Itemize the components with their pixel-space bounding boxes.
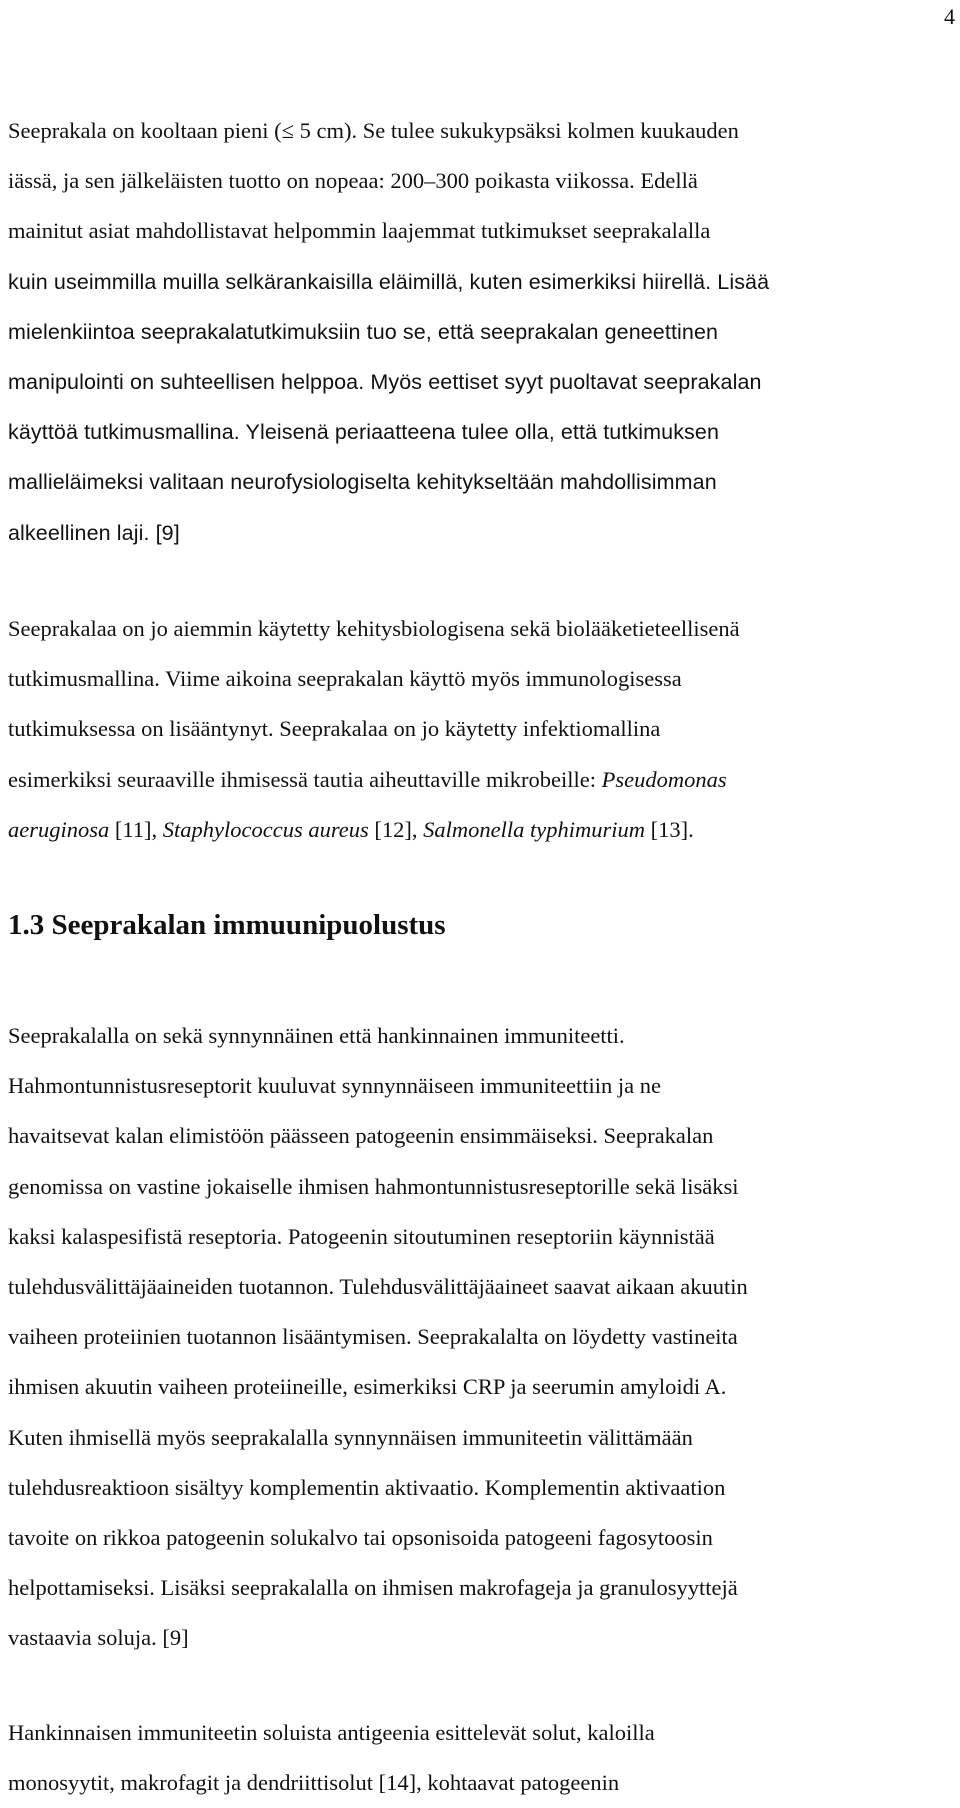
species-name: aeruginosa (8, 816, 110, 842)
paragraph-zebrafish-size (8, 106, 769, 558)
text-line (8, 805, 740, 855)
citation: [11], (109, 816, 163, 842)
text-line: ihmisen akuutin vaiheen proteiineille, esimerkiksi CRP ja seerumin amyloidi A. (8, 1374, 727, 1400)
citation: [12], (368, 816, 424, 842)
text-line: Seeprakalalla on sekä synnynnäinen että hankinnainen immuniteetti. (8, 1023, 625, 1048)
text-fragment: esimerkiksi seuraaville ihmisessä tautia aiheuttaville mikrobeille: (8, 766, 602, 792)
text-line: tutkimusmallina. Viime aikoina seeprakalan käyttö myös immunologisessa (8, 666, 682, 692)
section-heading: 1.3 Seeprakalan immuunipuolustus (8, 909, 446, 941)
paragraph-immunity (8, 1011, 748, 1663)
text-line: mielenkiintoa seeprakalatutkimuksiin tuo se, että seeprakalan geneettinen (8, 319, 719, 344)
text-line: vastaavia soluja. [9] (8, 1625, 189, 1651)
text-line: tulehdusvälittäjäaineiden tuotannon. Tulehdusvälittäjäaineet saavat aikaan akuutin (8, 1273, 748, 1299)
text-line: monosyytit, makrofagit ja dendriittisolut [14], kohtaavat patogeenin (8, 1770, 620, 1796)
text-line: helpottamiseksi. Lisäksi seeprakalalla on ihmisen makrofageja ja granulosyyttejä (8, 1575, 738, 1601)
text-line: Hahmontunnistusreseptorit kuuluvat synnynnäiseen immuniteettiin ja ne (8, 1073, 662, 1099)
paragraph-acquired-immunity (8, 1708, 655, 1808)
text-line: iässä, ja sen jälkeläisten tuotto on nopeaa: 200–300 poikasta viikossa. Edellä (8, 168, 698, 194)
text-line: Seeprakala on kooltaan pieni (≤ 5 cm). Se tulee sukukypsäksi kolmen kuukauden (8, 118, 739, 143)
text-line: tulehdusreaktioon sisältyy komplementin aktivaatio. Komplementin aktivaation (8, 1474, 726, 1500)
text-line: vaiheen proteiinien tuotannon lisääntymisen. Seeprakalalta on löydetty vastineita (8, 1324, 738, 1350)
text-line: käyttöä tutkimusmallina. Yleisenä periaatteena tulee olla, että tutkimuksen (8, 420, 720, 445)
text-line: Kuten ihmisellä myös seeprakalalla synnynnäisen immuniteetin välittämään (8, 1424, 693, 1450)
text-line: alkeellinen laji. [9] (8, 520, 180, 545)
species-name: Staphylococcus aureus (162, 816, 369, 842)
text-line: mainitut asiat mahdollistavat helpommin laajemmat tutkimukset seeprakalalla (8, 218, 711, 244)
text-line: tavoite on rikkoa patogeenin solukalvo tai opsonisoida patogeeni fagosytoosin (8, 1524, 713, 1550)
text-line: havaitsevat kalan elimistöön päässeen patogeenin ensimmäiseksi. Seeprakalan (8, 1123, 714, 1149)
text-line (8, 755, 740, 805)
species-name: Salmonella typhimurium (423, 816, 646, 842)
text-line: mallieläimeksi valitaan neurofysiologiselta kehitykseltään mahdollisimman (8, 470, 717, 495)
text-line: manipulointi on suhteellisen helppoa. Myös eettiset syyt puoltavat seeprakalan (8, 369, 762, 394)
species-name: Pseudomonas (601, 766, 727, 792)
text-line: tutkimuksessa on lisääntynyt. Seeprakalaa on jo käytetty infektiomallina (8, 716, 661, 742)
text-line: Hankinnaisen immuniteetin soluista antigeenia esittelevät solut, kaloilla (8, 1720, 655, 1745)
page-number: 4 (944, 4, 955, 29)
citation: [13]. (645, 816, 694, 842)
text-line: Seeprakalaa on jo aiemmin käytetty kehitysbiologisena sekä biolääketieteellisenä (8, 616, 740, 641)
text-line: kaksi kalaspesifistä reseptoria. Patogeenin sitoutuminen reseptoriin käynnistää (8, 1223, 715, 1249)
paragraph-research-model (8, 604, 740, 855)
text-line: kuin useimmilla muilla selkärankaisilla eläimillä, kuten esimerkiksi hiirellä. Lisää (8, 269, 770, 294)
text-line: genomissa on vastine jokaiselle ihmisen hahmontunnistusreseptorille sekä lisäksi (8, 1173, 739, 1199)
